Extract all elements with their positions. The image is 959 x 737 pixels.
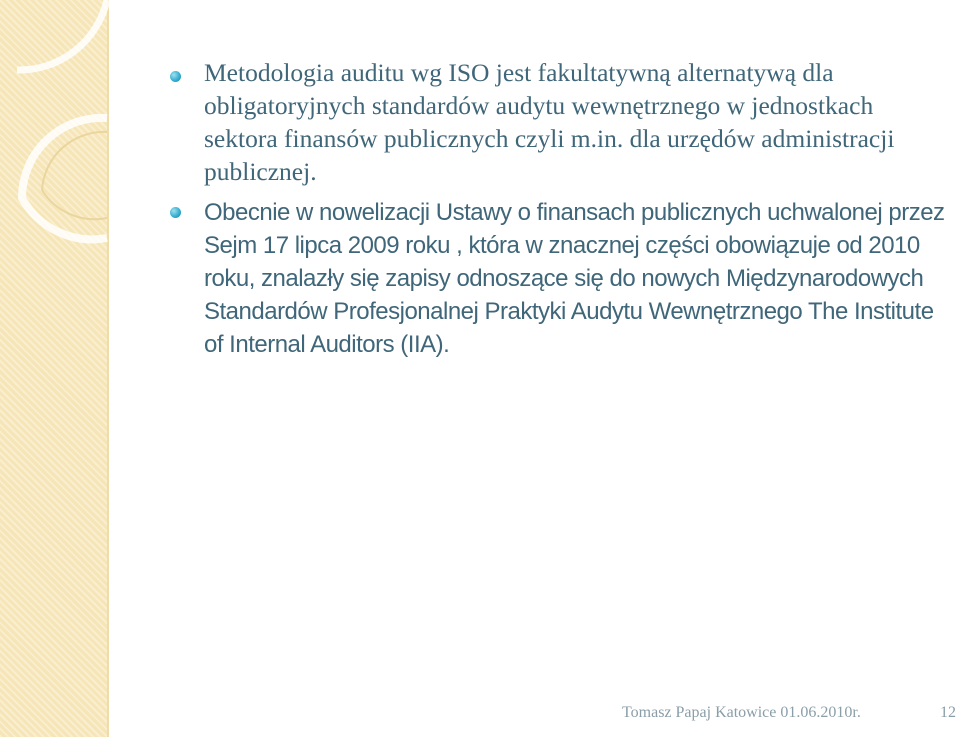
- bullet-text: Obecnie w nowelizacji Ustawy o finansach publicznych uchwalonej przez Sejm 17 lipca 2009 roku , która w znacznej części obowiązuje od 2010 roku, znalazły się zapisy odnoszące się do nowych Międzynarodowych Standardów Profesjonalnej Praktyki Audytu Wewnętrznego The Institute of Internal Auditors (IIA).: [204, 199, 945, 358]
- bullet-item-ustawa: [170, 196, 950, 361]
- bullet-dot-icon: [170, 207, 181, 218]
- bullet-item-iso: [170, 56, 950, 188]
- decorative-arcs: [0, 0, 130, 260]
- bullet-text: Metodologia auditu wg ISO jest fakultatywną alternatywą dla obligatoryjnych standardów audytu wewnętrznego w jednostkach sektora finansów publicznych czyli m.in. dla urzędów administracji publicznej.: [204, 58, 895, 186]
- bullet-dot-icon: [170, 71, 181, 82]
- slide-content: [170, 56, 950, 369]
- page-number: 12: [940, 704, 956, 721]
- footer-author-date: Tomasz Papaj Katowice 01.06.2010r.: [622, 704, 861, 721]
